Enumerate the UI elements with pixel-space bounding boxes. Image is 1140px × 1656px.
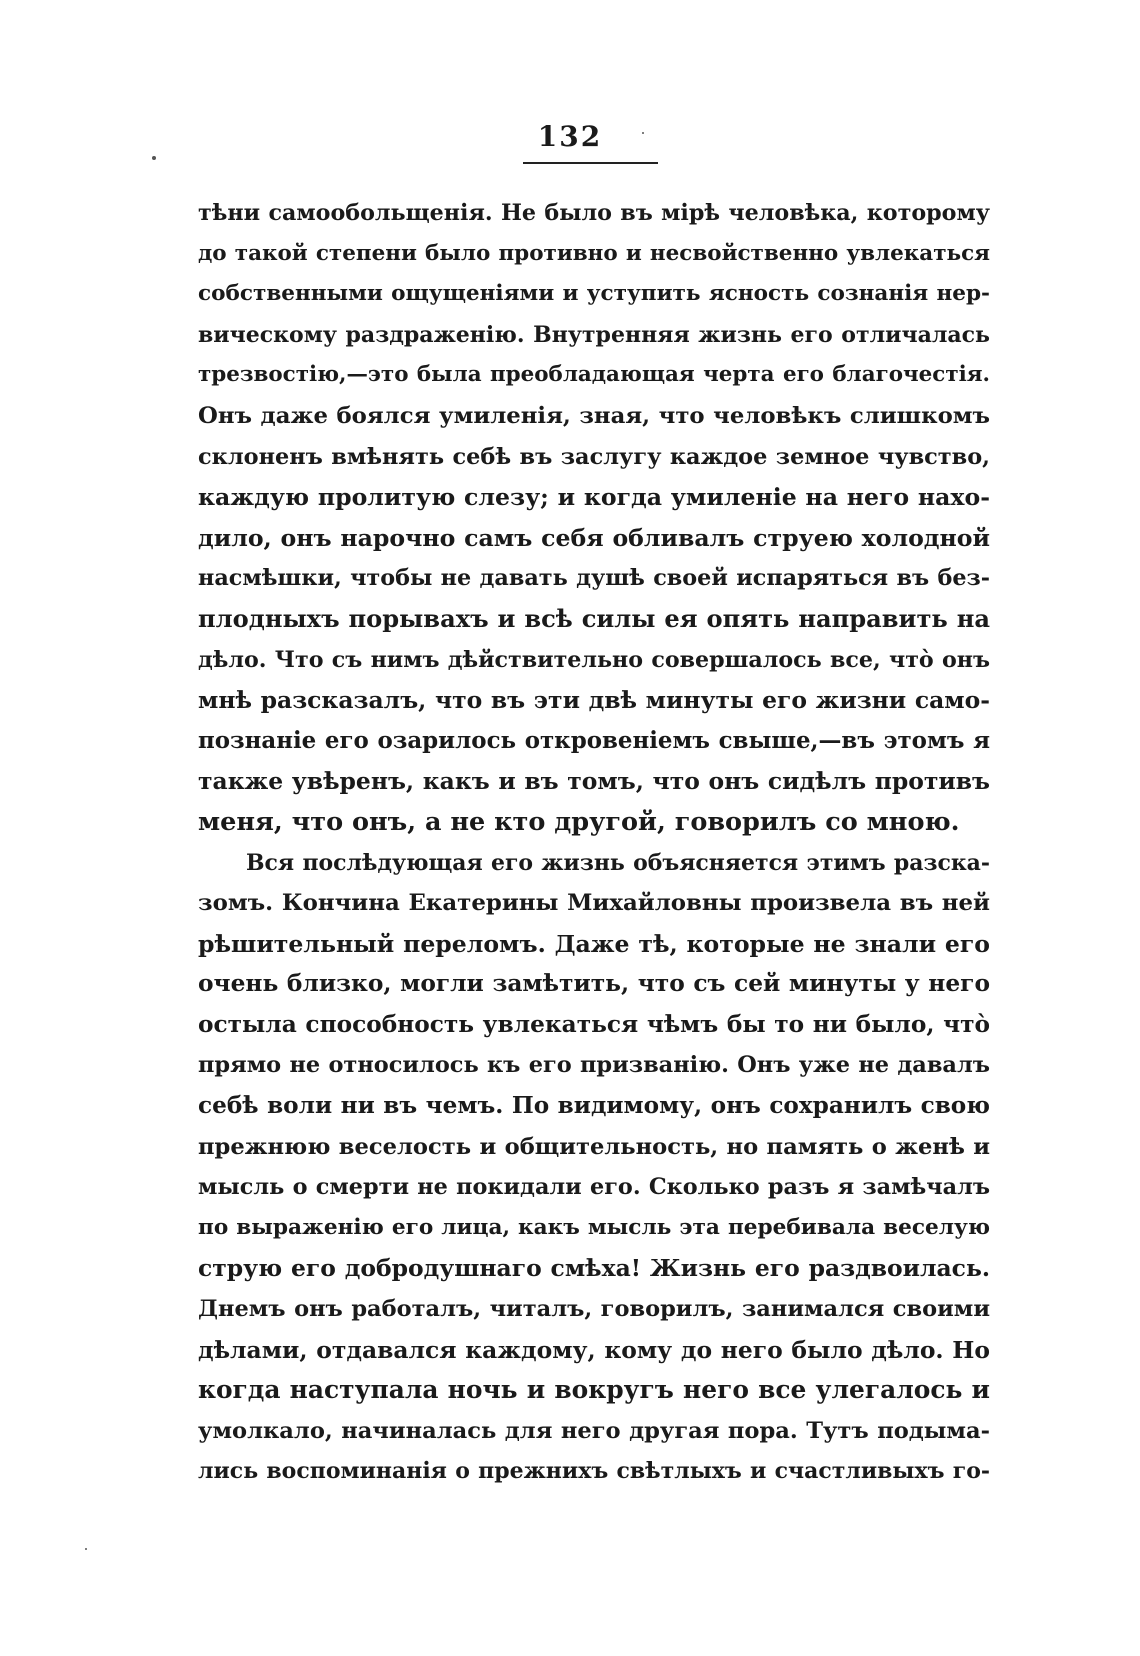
- text-line: плодныхъ порывахъ и всѣ силы ея опять направить на: [198, 603, 990, 633]
- text-line: Днемъ онъ работалъ, читалъ, говорилъ, занимался своими: [198, 1296, 990, 1323]
- text-line: меня, что онъ, а не кто другой, говорилъ со мною.: [198, 806, 960, 837]
- text-line: дѣло. Что съ нимъ дѣйствительно совершалось все, что̀ онъ: [198, 646, 990, 673]
- text-line: Вся послѣдующая его жизнь объясняется этимъ разска-: [246, 849, 990, 876]
- text-line: дило, онъ нарочно самъ себя обливалъ струею холодной: [198, 523, 990, 552]
- text-line: очень близко, могли замѣтить, что съ сей минуты у него: [198, 970, 990, 998]
- text-line: собственными ощущеніями и уступить ясность сознанія нер-: [198, 281, 990, 307]
- text-line: умолкало, начиналась для него другая пора. Тутъ подыма-: [198, 1417, 990, 1444]
- text-line: вическому раздраженію. Внутренняя жизнь его отличалась: [198, 321, 990, 348]
- text-line: по выраженію его лица, какъ мысль эта перебивала веселую: [198, 1214, 990, 1240]
- text-line: лись воспоминанія о прежнихъ свѣтлыхъ и счастливыхъ го-: [198, 1458, 990, 1485]
- text-line: зомъ. Кончина Екатерины Михайловны произвела въ ней: [198, 890, 990, 917]
- page-number: 132: [537, 120, 603, 153]
- ink-speck: [85, 1548, 87, 1550]
- text-line: тѣни самообольщенія. Не было въ мірѣ человѣка, которому: [198, 200, 990, 226]
- text-line: также увѣренъ, какъ и въ томъ, что онъ сидѣлъ противъ: [198, 767, 990, 796]
- text-line: прямо не относилось къ его призванію. Онъ уже не давалъ: [198, 1052, 990, 1079]
- text-line: Онъ даже боялся умиленія, зная, что человѣкъ слишкомъ: [198, 402, 990, 429]
- text-line: прежнюю веселость и общительность, но память о женѣ и: [198, 1133, 990, 1160]
- paragraph: [198, 843, 990, 1493]
- text-line: когда наступала ночь и вокругъ него все улегалось и: [198, 1375, 990, 1405]
- text-line: мнѣ разсказалъ, что въ эти двѣ минуты его жизни само-: [198, 686, 990, 715]
- text-line: до такой степени было противно и несвойственно увлекаться: [198, 240, 990, 266]
- body-text: [198, 193, 990, 1492]
- text-line: дѣлами, отдавался каждому, кому до него было дѣло. Но: [198, 1335, 990, 1364]
- text-line: мысль о смерти не покидали его. Сколько разъ я замѣчалъ: [198, 1174, 990, 1201]
- text-line: познаніе его озарилось откровеніемъ свыше,—въ этомъ я: [198, 726, 990, 754]
- page-number-rule: [523, 162, 658, 164]
- paragraph: [198, 193, 990, 843]
- text-line: трезвостію,—это была преобладающая черта его благочестія.: [198, 362, 990, 388]
- text-line: склоненъ вмѣнять себѣ въ заслугу каждое земное чувство,: [198, 443, 990, 470]
- text-line: остыла способность увлекаться чѣмъ бы то ни было, что̀: [198, 1010, 990, 1038]
- text-line: насмѣшки, чтобы не давать душѣ своей испаряться въ без-: [198, 565, 990, 592]
- text-line: рѣшительный переломъ. Даже тѣ, которые не знали его: [198, 929, 990, 958]
- ink-speck: [152, 156, 156, 160]
- text-line: каждую пролитую слезу; и когда умиленіе на него нахо-: [198, 483, 990, 512]
- text-line: себѣ воли ни въ чемъ. По видимому, онъ сохранилъ свою: [198, 1092, 990, 1120]
- text-line: струю его добродушнаго смѣха! Жизнь его раздвоилась.: [198, 1254, 990, 1283]
